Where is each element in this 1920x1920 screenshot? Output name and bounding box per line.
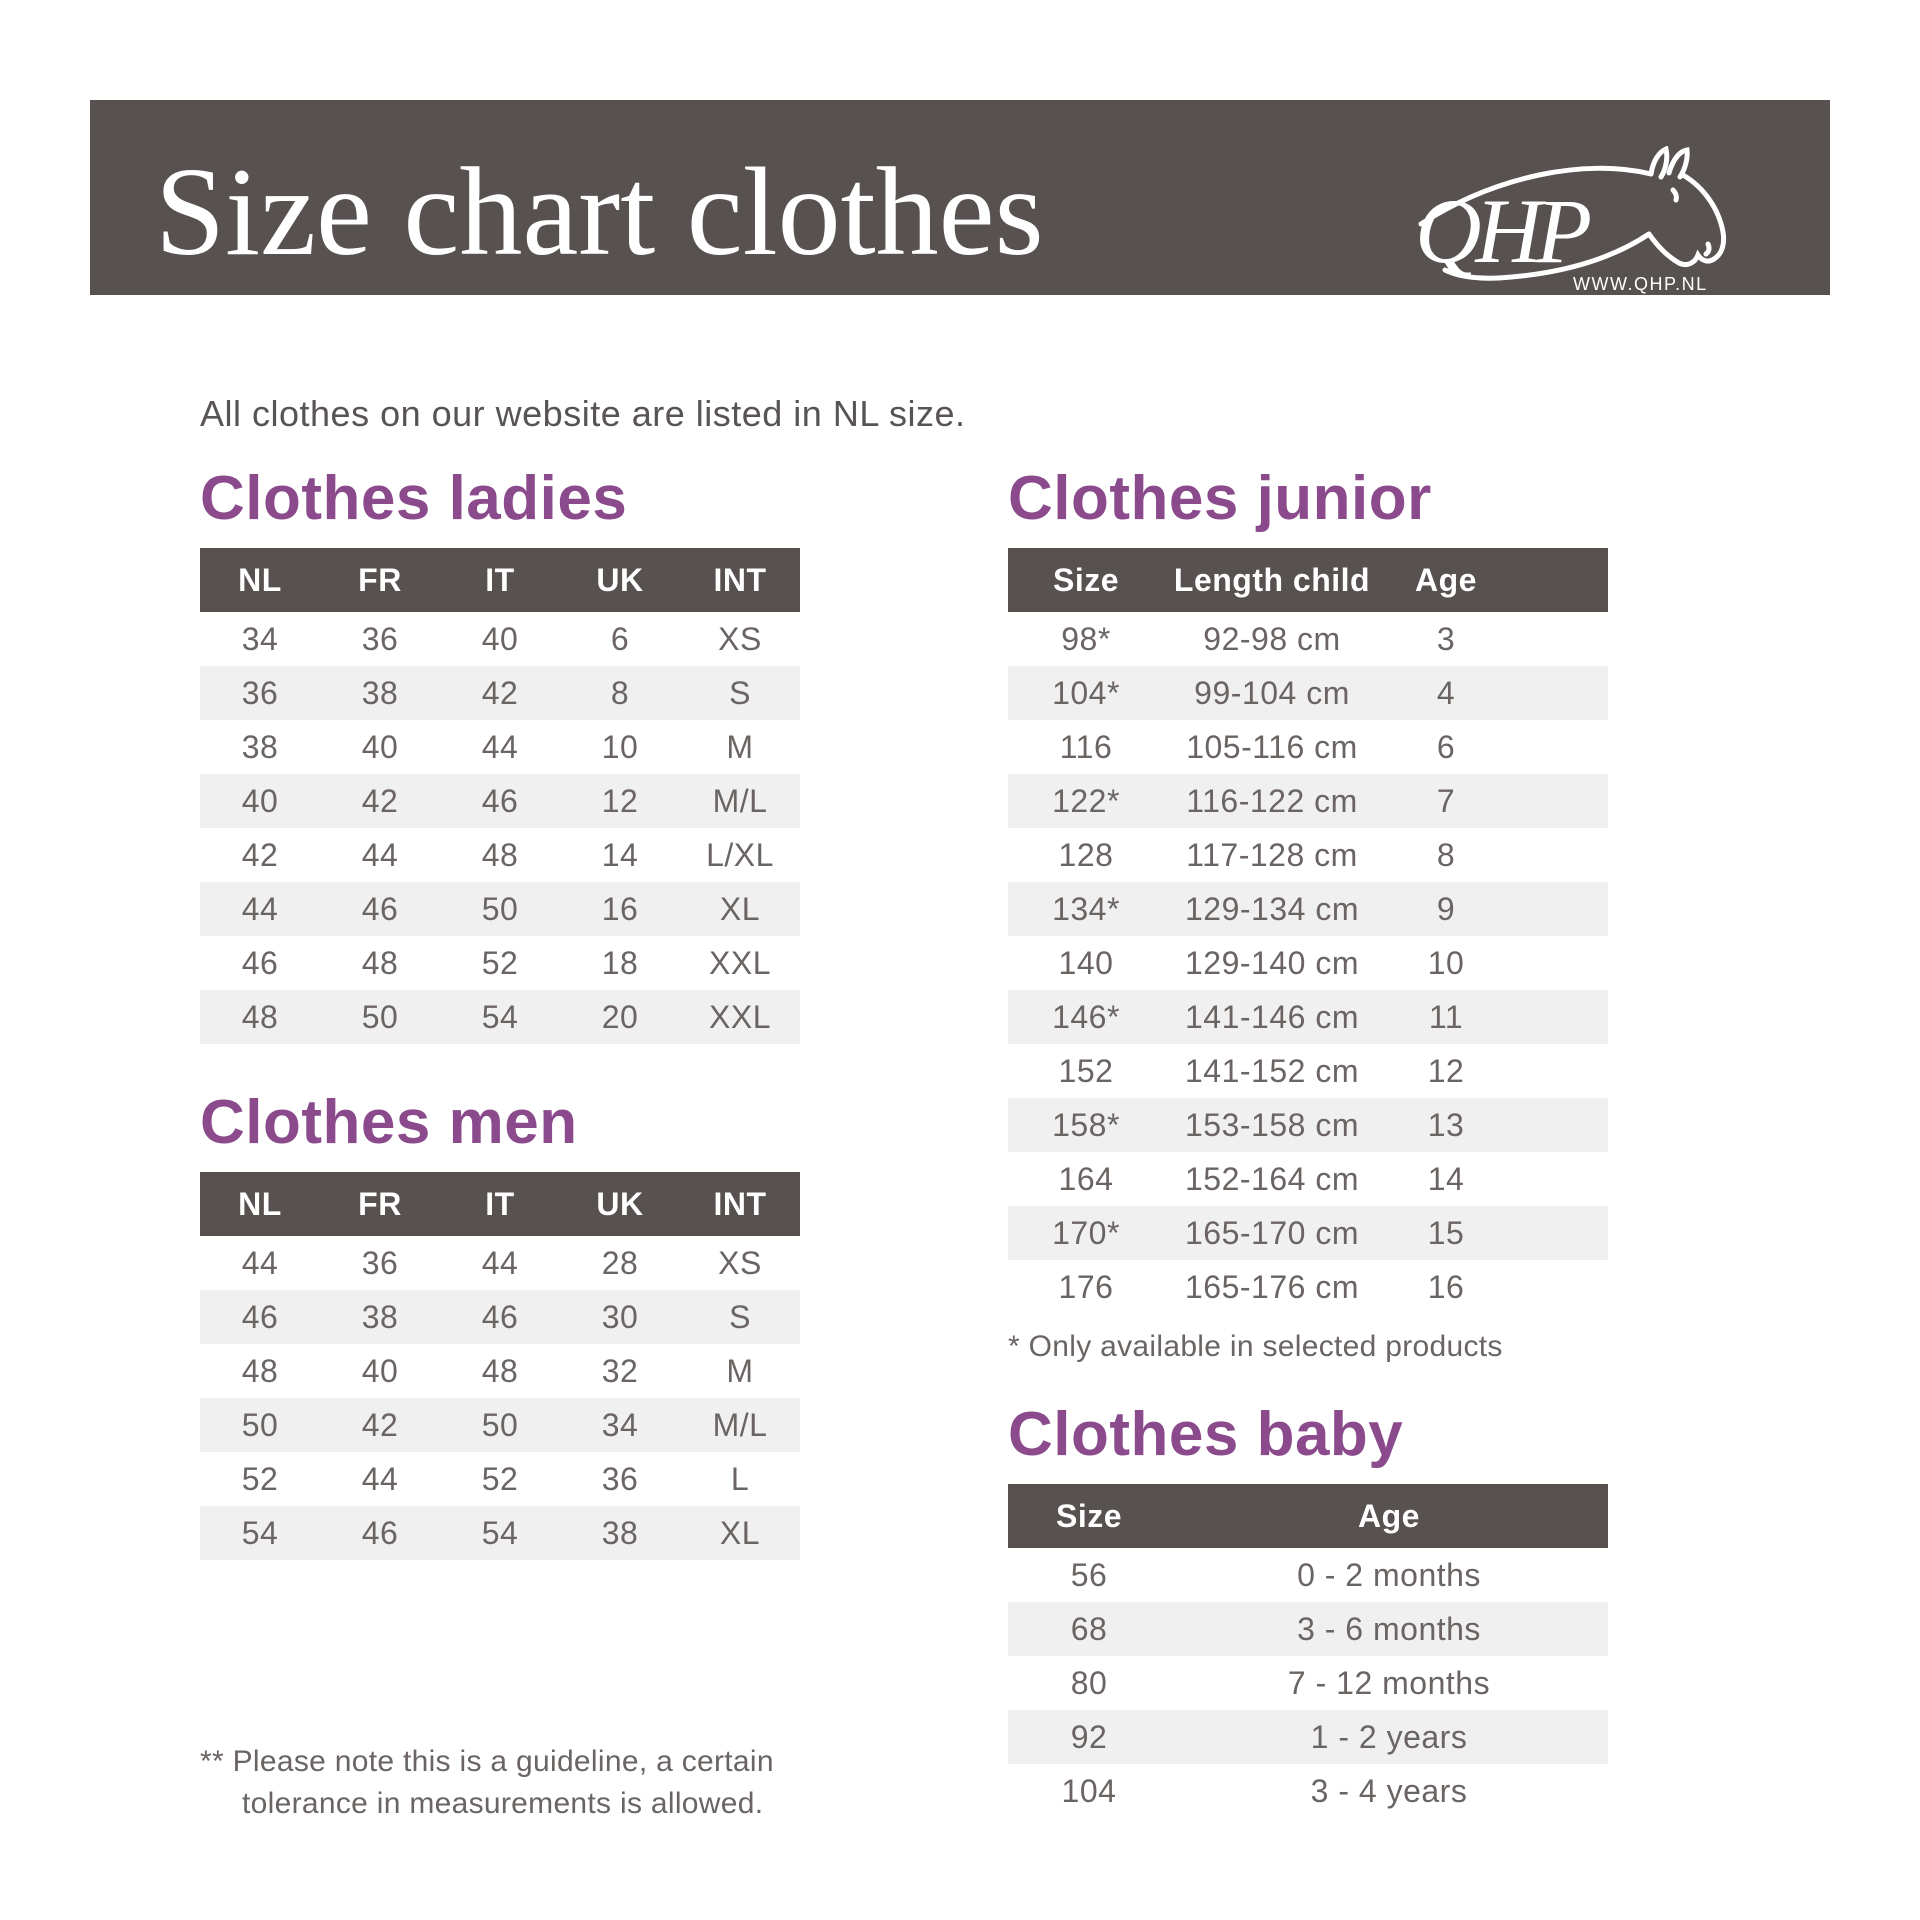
table-cell: 8 (560, 666, 680, 720)
table-cell: 13 (1380, 1098, 1608, 1152)
table-cell: 20 (560, 990, 680, 1044)
table-cell: 44 (241, 1244, 279, 1281)
table-cell: 7 (1380, 774, 1608, 828)
table-cell: 36 (601, 1460, 639, 1497)
table-cell: S (680, 1290, 800, 1344)
table-cell: XL (680, 1506, 800, 1560)
table-row (1008, 1260, 1608, 1314)
table-cell: 36 (361, 620, 399, 657)
table-cell: 146* (1008, 990, 1164, 1044)
table-cell: 165-176 cm (1185, 1268, 1359, 1305)
section-heading-men: Clothes men (200, 1088, 578, 1157)
table-cell: 12 (560, 774, 680, 828)
table-cell: 134* (1008, 882, 1164, 936)
table-cell: XXL (680, 990, 800, 1044)
table-cell: 98* (1061, 620, 1111, 657)
table-cell: XS (718, 1244, 762, 1281)
section-heading-ladies: Clothes ladies (200, 464, 628, 533)
table-cell: 46 (440, 774, 560, 828)
table-cell: 42 (241, 836, 279, 873)
column-header-int: INT (680, 1172, 800, 1236)
table-row (1008, 990, 1608, 1044)
page-title: Size chart clothes (155, 143, 1044, 282)
table-row (200, 990, 800, 1044)
table-cell: L/XL (706, 836, 774, 873)
table-cell: 11 (1380, 990, 1608, 1044)
table-cell: 42 (440, 666, 560, 720)
header-row (1008, 548, 1608, 612)
table-cell: 38 (241, 728, 279, 765)
table-cell: 44 (481, 728, 519, 765)
table-cell: 48 (361, 944, 399, 981)
table-row (1008, 774, 1608, 828)
table-cell: 8 (1436, 836, 1456, 873)
right-column (1008, 464, 1608, 1818)
table-cell: 14 (601, 836, 639, 873)
column-header-it: IT (440, 548, 560, 612)
table-cell: 46 (241, 944, 279, 981)
table-cell: 4 (1380, 666, 1608, 720)
table-cell: 12 (1427, 1052, 1465, 1089)
table-row (200, 1452, 800, 1506)
table-cell: 99-104 cm (1164, 666, 1380, 720)
section-heading-baby: Clothes baby (1008, 1400, 1404, 1469)
table-cell: 16 (1427, 1268, 1465, 1305)
table-row (200, 720, 800, 774)
table-cell: 158* (1008, 1098, 1164, 1152)
column-header-nl: NL (200, 1172, 320, 1236)
table-row (200, 936, 800, 990)
table-row (200, 1398, 800, 1452)
table-cell: 42 (320, 1398, 440, 1452)
table-cell: 48 (481, 836, 519, 873)
table-cell: 40 (481, 620, 519, 657)
qhp-logo-url: WWW.QHP.NL (1573, 274, 1708, 294)
table-cell: 116 (1059, 728, 1113, 765)
table-cell: 28 (601, 1244, 639, 1281)
table-cell: M/L (680, 774, 800, 828)
table-cell: 80 (1070, 1664, 1108, 1701)
table-cell: 176 (1058, 1268, 1114, 1305)
table-cell: 38 (320, 1290, 440, 1344)
table-cell: 46 (200, 1290, 320, 1344)
table-cell: 46 (320, 1506, 440, 1560)
tolerance-footnote-line2: tolerance in measurements is allowed. (242, 1787, 764, 1820)
column-header-fr: FR (320, 1172, 440, 1236)
table-cell: 44 (200, 882, 320, 936)
table-cell: 42 (320, 774, 440, 828)
table-cell: 48 (481, 1352, 519, 1389)
column-header-uk: UK (560, 548, 680, 612)
table-row (200, 828, 800, 882)
junior-size-table (1008, 548, 1608, 1314)
table-cell: 117-128 cm (1186, 836, 1358, 873)
table-cell: 104 (1061, 1772, 1117, 1809)
header-row (200, 1172, 800, 1236)
column-header-size: Size (1008, 548, 1164, 612)
table-cell: 92-98 cm (1203, 620, 1341, 657)
table-cell: 92 (1008, 1710, 1170, 1764)
table-cell: 32 (601, 1352, 639, 1389)
table-cell: 6 (1436, 728, 1456, 765)
header-bar (90, 100, 1830, 295)
table-cell: 50 (440, 882, 560, 936)
table-cell: 40 (361, 728, 399, 765)
table-cell: 44 (481, 1244, 519, 1281)
table-cell: XS (718, 620, 762, 657)
table-cell: 48 (241, 1352, 279, 1389)
table-cell: 6 (610, 620, 630, 657)
section-heading-junior: Clothes junior (1008, 464, 1432, 533)
left-column (200, 464, 800, 1825)
table-cell: 15 (1380, 1206, 1608, 1260)
table-cell: 153-158 cm (1164, 1098, 1380, 1152)
table-cell: 18 (601, 944, 639, 981)
column-header-size: Size (1008, 1484, 1170, 1548)
header-row (1008, 1484, 1608, 1548)
table-cell: 170* (1008, 1206, 1164, 1260)
table-cell: 3 - 6 months (1170, 1602, 1608, 1656)
table-cell: 152 (1058, 1052, 1114, 1089)
table-cell: 165-170 cm (1164, 1206, 1380, 1260)
table-cell: 48 (200, 990, 320, 1044)
table-row (200, 666, 800, 720)
table-cell: 122* (1008, 774, 1164, 828)
table-row (1008, 1656, 1608, 1710)
table-row (200, 1290, 800, 1344)
baby-size-table (1008, 1484, 1608, 1818)
column-header-fr: FR (320, 548, 440, 612)
table-row (1008, 1098, 1608, 1152)
table-cell: 38 (320, 666, 440, 720)
table-cell: 129-134 cm (1164, 882, 1380, 936)
table-row (1008, 612, 1608, 666)
column-header-age: Age (1170, 1484, 1608, 1548)
table-row (200, 1506, 800, 1560)
table-row (200, 1344, 800, 1398)
table-cell: 54 (440, 990, 560, 1044)
table-cell: 116-122 cm (1164, 774, 1380, 828)
table-cell: 16 (560, 882, 680, 936)
table-cell: 36 (361, 1244, 399, 1281)
table-cell: 54 (200, 1506, 320, 1560)
table-cell: 105-116 cm (1186, 728, 1358, 765)
column-header-age: Age (1380, 548, 1608, 612)
qhp-logo-text: QHP (1415, 180, 1587, 282)
table-cell: 9 (1380, 882, 1608, 936)
table-cell: 50 (440, 1398, 560, 1452)
table-cell: S (680, 666, 800, 720)
table-cell: 14 (1427, 1160, 1465, 1197)
column-header-uk: UK (560, 1172, 680, 1236)
table-cell: 164 (1058, 1160, 1114, 1197)
column-header-nl: NL (200, 548, 320, 612)
table-cell: 104* (1008, 666, 1164, 720)
column-header-int: INT (680, 548, 800, 612)
table-cell: 34 (241, 620, 279, 657)
table-row (200, 882, 800, 936)
table-row (1008, 1710, 1608, 1764)
table-cell: L (730, 1460, 750, 1497)
table-cell: 38 (560, 1506, 680, 1560)
column-header-length-child: Length child (1164, 548, 1380, 612)
table-cell: 44 (361, 1460, 399, 1497)
table-cell: 3 (1436, 620, 1456, 657)
table-cell: 10 (1427, 944, 1465, 981)
table-cell: 50 (200, 1398, 320, 1452)
table-row (1008, 1548, 1608, 1602)
table-cell: 10 (601, 728, 639, 765)
table-cell: 44 (361, 836, 399, 873)
table-cell: M (726, 1352, 754, 1389)
table-cell: 46 (440, 1290, 560, 1344)
table-row (1008, 1206, 1608, 1260)
table-cell: 140 (1058, 944, 1114, 981)
table-cell: 30 (560, 1290, 680, 1344)
table-row (1008, 828, 1608, 882)
table-cell: 46 (320, 882, 440, 936)
table-row (200, 774, 800, 828)
table-cell: 54 (440, 1506, 560, 1560)
tolerance-footnote-line1: ** Please note this is a guideline, a certain (200, 1745, 774, 1778)
table-cell: 50 (320, 990, 440, 1044)
table-row (1008, 882, 1608, 936)
table-cell: 40 (361, 1352, 399, 1389)
table-row (1008, 1044, 1608, 1098)
header-row (200, 548, 800, 612)
table-row (200, 612, 800, 666)
junior-footnote: * Only available in selected products (1008, 1330, 1503, 1363)
table-row (1008, 1152, 1608, 1206)
table-cell: 1 - 2 years (1170, 1710, 1608, 1764)
table-cell: 7 - 12 months (1287, 1664, 1491, 1701)
table-cell: 0 - 2 months (1297, 1556, 1481, 1593)
table-row (1008, 666, 1608, 720)
table-cell: 141-146 cm (1164, 990, 1380, 1044)
table-cell: M (726, 728, 754, 765)
table-cell: 141-152 cm (1185, 1052, 1359, 1089)
table-cell: XL (680, 882, 800, 936)
table-cell: 52 (481, 944, 519, 981)
ladies-size-table (200, 548, 800, 1044)
table-cell: 128 (1058, 836, 1114, 873)
table-cell: 34 (560, 1398, 680, 1452)
table-row (1008, 1764, 1608, 1818)
tolerance-footnote (200, 1741, 800, 1825)
table-cell: 52 (241, 1460, 279, 1497)
table-cell: 3 - 4 years (1310, 1772, 1468, 1809)
table-cell: 68 (1008, 1602, 1170, 1656)
intro-text: All clothes on our website are listed in NL size. (200, 393, 966, 434)
qhp-logo (1415, 146, 1745, 294)
table-cell: 129-140 cm (1185, 944, 1359, 981)
table-cell: XXL (709, 944, 771, 981)
table-cell: 52 (481, 1460, 519, 1497)
table-cell: 56 (1070, 1556, 1108, 1593)
table-cell: 36 (200, 666, 320, 720)
table-row (1008, 936, 1608, 990)
table-cell: 40 (200, 774, 320, 828)
table-row (200, 1236, 800, 1290)
column-header-it: IT (440, 1172, 560, 1236)
table-row (1008, 1602, 1608, 1656)
table-row (1008, 720, 1608, 774)
men-size-table (200, 1172, 800, 1560)
table-cell: M/L (680, 1398, 800, 1452)
table-cell: 152-164 cm (1185, 1160, 1359, 1197)
